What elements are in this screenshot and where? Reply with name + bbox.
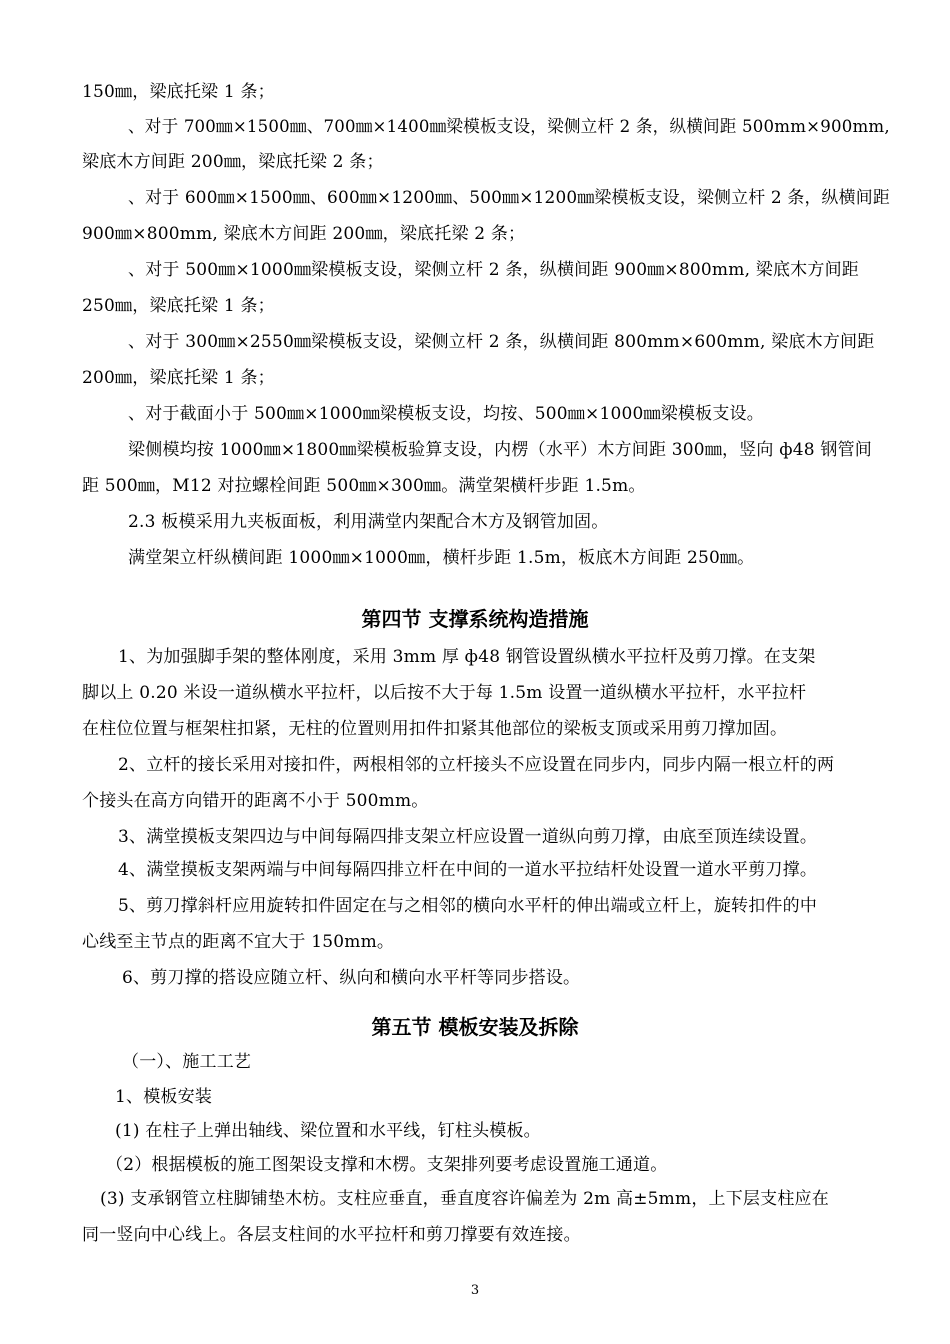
text-line: 4、满堂摸板支架两端与中间每隔四排立杆在中间的一道水平拉结杆处设置一道水平剪刀撑。 xyxy=(118,860,818,880)
text-line: 在柱位位置与框架柱扣紧，无柱的位置则用扣件扣紧其他部位的梁板支顶或采用剪刀撑加固。 xyxy=(82,719,788,739)
text-line: 1、模板安装 xyxy=(115,1087,213,1107)
text-line: 梁侧模均按 1000㎜×1800㎜梁模板验算支设，内楞（水平）木方间距 300㎜，竖向 ф48 钢管间 xyxy=(128,440,872,460)
text-line: 、对于截面小于 500㎜×1000㎜梁模板支设，均按、500㎜×1000㎜梁模板支设。 xyxy=(128,404,764,424)
text-line: (3) 支承钢管立柱脚铺垫木枋。支柱应垂直，垂直度容许偏差为 2m 高±5mm，上下层支柱应在 xyxy=(100,1189,829,1209)
text-line: 、对于 300㎜×2550㎜梁模板支设，梁侧立杆 2 条，纵横间距 800mm×600mm, 梁底木方间距 xyxy=(128,332,875,352)
text-line: 200㎜，梁底托梁 1 条； xyxy=(82,368,275,388)
text-line: 、对于 700㎜×1500㎜、700㎜×1400㎜梁模板支设，梁侧立杆 2 条，纵横间距 500mm×900mm, xyxy=(128,117,890,137)
text-line: 满堂架立杆纵横间距 1000㎜×1000㎜，横杆步距 1.5m，板底木方间距 250㎜。 xyxy=(128,548,755,568)
page-number: 3 xyxy=(470,1283,480,1298)
text-line: 个接头在高方向错开的距离不小于 500mm。 xyxy=(82,791,429,811)
section-heading-4: 第四节 支撑系统构造措施 xyxy=(361,607,589,631)
text-line: 、对于 600㎜×1500㎜、600㎜×1200㎜、500㎜×1200㎜梁模板支设，梁侧立杆 2 条，纵横间距 xyxy=(128,188,890,208)
text-line: 6、剪刀撑的搭设应随立杆、纵向和横向水平杆等同步搭设。 xyxy=(122,968,581,988)
text-line: 150㎜，梁底托梁 1 条； xyxy=(82,82,275,102)
text-line: 距 500㎜，M12 对拉螺栓间距 500㎜×300㎜。满堂架横杆步距 1.5m。 xyxy=(82,476,646,496)
text-line: 3、满堂摸板支架四边与中间每隔四排支架立杆应设置一道纵向剪刀撑，由底至顶连续设置。 xyxy=(118,827,818,847)
text-line: 5、剪刀撑斜杆应用旋转扣件固定在与之相邻的横向水平杆的伸出端或立杆上，旋转扣件的中 xyxy=(118,896,818,916)
text-line: 900㎜×800mm, 梁底木方间距 200㎜，梁底托梁 2 条； xyxy=(82,224,526,244)
section-heading-5: 第五节 模板安装及拆除 xyxy=(371,1015,579,1039)
text-line: 、对于 500㎜×1000㎜梁模板支设，梁侧立杆 2 条，纵横间距 900㎜×800mm, 梁底木方间距 xyxy=(128,260,859,280)
text-line: （一）、施工工艺 xyxy=(122,1052,252,1072)
text-line: 脚以上 0.20 米设一道纵横水平拉杆，以后按不大于每 1.5m 设置一道纵横水平拉杆，水平拉杆 xyxy=(82,683,807,703)
text-line: 2.3 板模采用九夹板面板，利用满堂内架配合木方及钢管加固。 xyxy=(128,512,609,532)
text-line: （2）根据模板的施工图架设支撑和木楞。支架排列要考虑设置施工通道。 xyxy=(106,1155,668,1175)
text-line: 同一竖向中心线上。各层支柱间的水平拉杆和剪刀撑要有效连接。 xyxy=(82,1225,581,1245)
text-line: 2、立杆的接长采用对接扣件，两根相邻的立杆接头不应设置在同步内，同步内隔一根立杆的两 xyxy=(118,755,835,775)
text-line: 250㎜，梁底托梁 1 条； xyxy=(82,296,275,316)
text-line: 1、为加强脚手架的整体刚度，采用 3mm 厚 ф48 钢管设置纵横水平拉杆及剪刀撑。在支架 xyxy=(118,647,816,667)
text-line: 心线至主节点的距离不宜大于 150mm。 xyxy=(82,932,395,952)
text-line: (1) 在柱子上弹出轴线、梁位置和水平线，钉柱头模板。 xyxy=(115,1121,541,1141)
text-line: 梁底木方间距 200㎜，梁底托梁 2 条； xyxy=(82,152,384,172)
